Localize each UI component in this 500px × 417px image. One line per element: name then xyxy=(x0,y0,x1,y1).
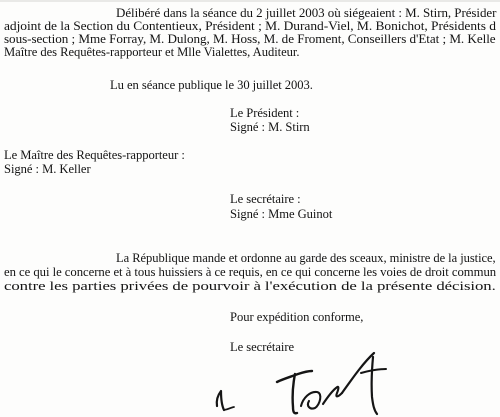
deliberation-line-2: adjoint de la Section du Contentieux, Président ; M. Durand-Viel, M. Bonichot, Présidents d xyxy=(4,19,496,33)
executory-line-2: en ce qui le concerne et à tous huissiers à ce requis, en ce qui concerne les voies de droit commun xyxy=(4,265,497,279)
secretary-signed: Signé : Mme Guinot xyxy=(230,207,333,221)
reading-date: Lu en séance publique le 30 juillet 2003. xyxy=(110,78,313,92)
certification-secretary-label: Le secrétaire xyxy=(230,340,295,354)
president-title: Le Président : xyxy=(230,106,300,120)
scan-edge xyxy=(0,0,500,2)
president-signed: Signé : M. Stirn xyxy=(230,120,310,134)
executory-line-3: contre les parties privées de pourvoir à l'exécution de la présente décision. xyxy=(4,279,496,293)
certification-label: Pour expédition conforme, xyxy=(230,310,364,324)
secretary-title: Le secrétaire : xyxy=(230,192,301,206)
handwritten-signature-icon xyxy=(212,340,402,417)
deliberation-line-4: Maître des Requêtes-rapporteur et Mlle Vialettes, Auditeur. xyxy=(4,45,300,59)
deliberation-line-1: Délibéré dans la séance du 2 juillet 2003 où siégeaient : M. Stirn, Présider xyxy=(116,6,497,20)
rapporteur-title: Le Maître des Requêtes-rapporteur : xyxy=(4,148,185,162)
rapporteur-signed: Signé : M. Keller xyxy=(4,162,91,176)
deliberation-line-3: sous-section ; Mme Forray, M. Dulong, M. Hoss, M. de Froment, Conseillers d'Etat ; M. Kelle xyxy=(4,32,496,46)
executory-line-1: La République mande et ordonne au garde des sceaux, ministre de la justice, xyxy=(116,251,496,265)
